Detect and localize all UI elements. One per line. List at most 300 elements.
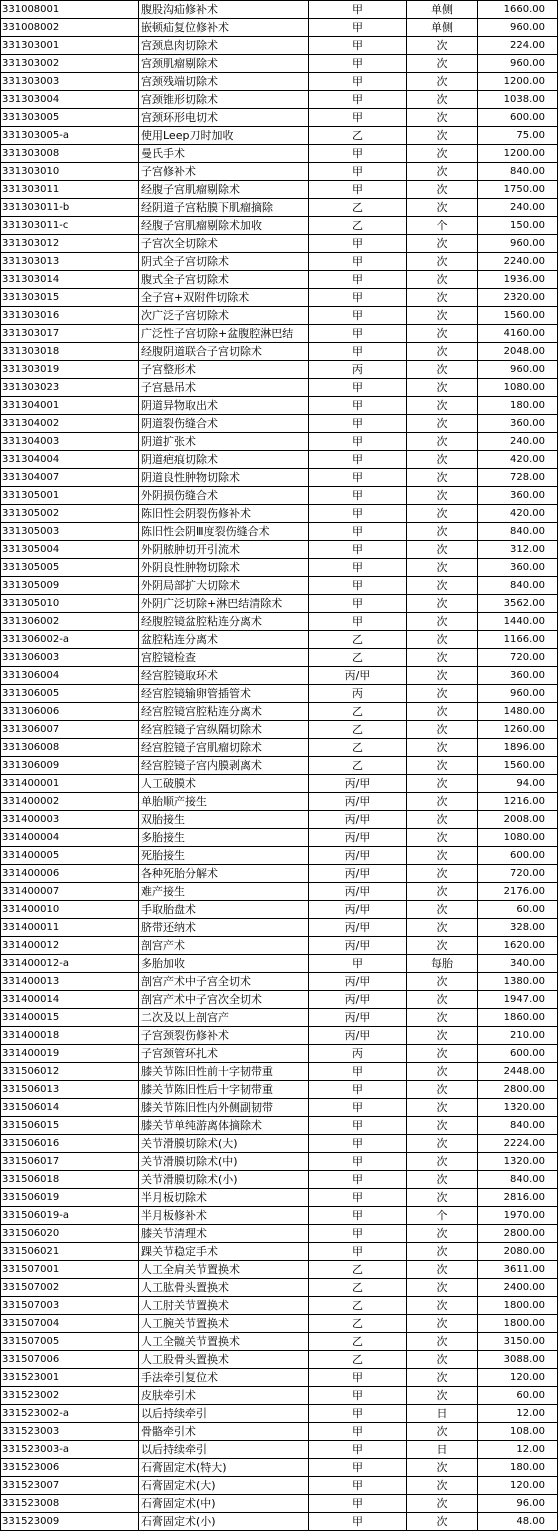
unit-cell: 次 <box>407 1297 478 1315</box>
category-cell: 乙 <box>309 1351 407 1369</box>
price-cell: 2048.00 <box>478 343 558 361</box>
price-cell: 2400.00 <box>478 1279 558 1297</box>
item-name-cell: 人工全肩关节置换术 <box>139 1261 309 1279</box>
item-code-cell: 331303004 <box>1 91 139 109</box>
unit-cell: 次 <box>407 1513 478 1531</box>
category-cell: 甲 <box>309 253 407 271</box>
price-cell: 1970.00 <box>478 1207 558 1225</box>
price-cell: 120.00 <box>478 1369 558 1387</box>
table-row <box>1 1063 558 1081</box>
item-code-cell: 331305010 <box>1 595 139 613</box>
item-code-cell: 331506016 <box>1 1135 139 1153</box>
item-code-cell: 331303010 <box>1 163 139 181</box>
category-cell: 丙/甲 <box>309 901 407 919</box>
table-row <box>1 793 558 811</box>
item-code-cell: 331523006 <box>1 1459 139 1477</box>
item-name-cell: 宫颈肌瘤剔除术 <box>139 55 309 73</box>
category-cell: 乙 <box>309 127 407 145</box>
item-name-cell: 使用Leep刀时加收 <box>139 127 309 145</box>
table-row <box>1 955 558 973</box>
table-row <box>1 1369 558 1387</box>
item-name-cell: 各种死胎分解术 <box>139 865 309 883</box>
item-name-cell: 膝关节陈旧性后十字韧带重 <box>139 1081 309 1099</box>
price-cell: 1200.00 <box>478 145 558 163</box>
category-cell: 甲 <box>309 1063 407 1081</box>
category-cell: 乙 <box>309 721 407 739</box>
table-row <box>1 469 558 487</box>
item-code-cell: 331303001 <box>1 37 139 55</box>
category-cell: 丙/甲 <box>309 847 407 865</box>
table-row <box>1 217 558 235</box>
item-name-cell: 陈旧性会阴裂伤修补术 <box>139 505 309 523</box>
unit-cell: 次 <box>407 1459 478 1477</box>
item-code-cell: 331305009 <box>1 577 139 595</box>
item-code-cell: 331303003 <box>1 73 139 91</box>
price-cell: 12.00 <box>478 1405 558 1423</box>
category-cell: 丙/甲 <box>309 991 407 1009</box>
item-code-cell: 331306002 <box>1 613 139 631</box>
price-cell: 1860.00 <box>478 1009 558 1027</box>
category-cell: 丙 <box>309 361 407 379</box>
table-row <box>1 433 558 451</box>
price-cell: 224.00 <box>478 37 558 55</box>
price-cell: 1440.00 <box>478 613 558 631</box>
item-name-cell: 手法牵引复位术 <box>139 1369 309 1387</box>
unit-cell: 单侧 <box>407 1 478 19</box>
unit-cell: 次 <box>407 901 478 919</box>
table-row <box>1 487 558 505</box>
price-cell: 840.00 <box>478 1171 558 1189</box>
table-row <box>1 973 558 991</box>
price-cell: 96.00 <box>478 1495 558 1513</box>
category-cell: 甲 <box>309 1477 407 1495</box>
item-name-cell: 踝关节稳定手术 <box>139 1243 309 1261</box>
item-code-cell: 331506019 <box>1 1189 139 1207</box>
category-cell: 甲 <box>309 433 407 451</box>
price-cell: 600.00 <box>478 109 558 127</box>
unit-cell: 次 <box>407 1027 478 1045</box>
category-cell: 甲 <box>309 1207 407 1225</box>
item-code-cell: 331303013 <box>1 253 139 271</box>
item-name-cell: 死胎接生 <box>139 847 309 865</box>
unit-cell: 个 <box>407 217 478 235</box>
table-row <box>1 343 558 361</box>
unit-cell: 次 <box>407 343 478 361</box>
item-code-cell: 331523009 <box>1 1513 139 1531</box>
price-cell: 2080.00 <box>478 1243 558 1261</box>
item-name-cell: 外阴脓肿切开引流术 <box>139 541 309 559</box>
unit-cell: 次 <box>407 829 478 847</box>
table-row <box>1 1423 558 1441</box>
item-code-cell: 331400012-a <box>1 955 139 973</box>
item-name-cell: 剖宫产术 <box>139 937 309 955</box>
unit-cell: 次 <box>407 757 478 775</box>
category-cell: 甲 <box>309 271 407 289</box>
price-cell: 2800.00 <box>478 1081 558 1099</box>
price-cell: 180.00 <box>478 397 558 415</box>
price-cell: 210.00 <box>478 1027 558 1045</box>
item-name-cell: 膝关节清理术 <box>139 1225 309 1243</box>
item-code-cell: 331400018 <box>1 1027 139 1045</box>
item-name-cell: 人工股骨头置换术 <box>139 1351 309 1369</box>
price-cell: 960.00 <box>478 235 558 253</box>
item-name-cell: 石膏固定术(特大) <box>139 1459 309 1477</box>
category-cell: 甲 <box>309 1099 407 1117</box>
item-code-cell: 331400001 <box>1 775 139 793</box>
item-code-cell: 331506021 <box>1 1243 139 1261</box>
category-cell: 乙 <box>309 199 407 217</box>
item-code-cell: 331506015 <box>1 1117 139 1135</box>
table-row <box>1 901 558 919</box>
unit-cell: 次 <box>407 595 478 613</box>
item-name-cell: 广泛性子宫切除+盆腹腔淋巴结 <box>139 325 309 343</box>
table-row <box>1 721 558 739</box>
price-cell: 2816.00 <box>478 1189 558 1207</box>
item-code-cell: 331304004 <box>1 451 139 469</box>
item-name-cell: 腹式全子宫切除术 <box>139 271 309 289</box>
price-cell: 1560.00 <box>478 757 558 775</box>
item-code-cell: 331523001 <box>1 1369 139 1387</box>
item-code-cell: 331507001 <box>1 1261 139 1279</box>
item-code-cell: 331400013 <box>1 973 139 991</box>
item-name-cell: 关节滑膜切除术(中) <box>139 1153 309 1171</box>
table-row <box>1 559 558 577</box>
price-cell: 720.00 <box>478 865 558 883</box>
unit-cell: 次 <box>407 1189 478 1207</box>
unit-cell: 次 <box>407 469 478 487</box>
unit-cell: 次 <box>407 1243 478 1261</box>
category-cell: 甲 <box>309 91 407 109</box>
unit-cell: 次 <box>407 397 478 415</box>
item-code-cell: 331400002 <box>1 793 139 811</box>
item-name-cell: 全子宫+双附件切除术 <box>139 289 309 307</box>
item-code-cell: 331306004 <box>1 667 139 685</box>
unit-cell: 次 <box>407 1495 478 1513</box>
item-code-cell: 331304002 <box>1 415 139 433</box>
unit-cell: 次 <box>407 937 478 955</box>
table-row <box>1 127 558 145</box>
table-row <box>1 937 558 955</box>
item-name-cell: 经宫腔镜子宫纵隔切除术 <box>139 721 309 739</box>
table-row <box>1 1297 558 1315</box>
table-row <box>1 1135 558 1153</box>
table-row <box>1 811 558 829</box>
item-name-cell: 宫颈环形电切术 <box>139 109 309 127</box>
category-cell: 甲 <box>309 1423 407 1441</box>
price-cell: 60.00 <box>478 1387 558 1405</box>
category-cell: 乙 <box>309 1297 407 1315</box>
item-code-cell: 331303011-c <box>1 217 139 235</box>
category-cell: 甲 <box>309 1369 407 1387</box>
category-cell: 丙/甲 <box>309 973 407 991</box>
category-cell: 甲 <box>309 1171 407 1189</box>
item-code-cell: 331008002 <box>1 19 139 37</box>
unit-cell: 次 <box>407 37 478 55</box>
item-name-cell: 膝关节单纯游离体摘除术 <box>139 1117 309 1135</box>
item-name-cell: 剖宫产术中子宫次全切术 <box>139 991 309 1009</box>
item-code-cell: 331303011 <box>1 181 139 199</box>
category-cell: 乙 <box>309 1315 407 1333</box>
unit-cell: 次 <box>407 559 478 577</box>
item-code-cell: 331305003 <box>1 523 139 541</box>
category-cell: 甲 <box>309 145 407 163</box>
price-cell: 1800.00 <box>478 1297 558 1315</box>
price-cell: 2320.00 <box>478 289 558 307</box>
price-cell: 48.00 <box>478 1513 558 1531</box>
unit-cell: 次 <box>407 1369 478 1387</box>
unit-cell: 单侧 <box>407 19 478 37</box>
category-cell: 甲 <box>309 379 407 397</box>
item-name-cell: 多胎加收 <box>139 955 309 973</box>
category-cell: 甲 <box>309 415 407 433</box>
item-name-cell: 半月板切除术 <box>139 1189 309 1207</box>
unit-cell: 次 <box>407 109 478 127</box>
item-name-cell: 阴道扩张术 <box>139 433 309 451</box>
item-code-cell: 331306006 <box>1 703 139 721</box>
table-row <box>1 1117 558 1135</box>
category-cell: 甲 <box>309 163 407 181</box>
item-name-cell: 经宫腔镜输卵管插管术 <box>139 685 309 703</box>
unit-cell: 次 <box>407 361 478 379</box>
item-code-cell: 331507003 <box>1 1297 139 1315</box>
item-code-cell: 331400019 <box>1 1045 139 1063</box>
item-code-cell: 331400004 <box>1 829 139 847</box>
item-code-cell: 331400010 <box>1 901 139 919</box>
unit-cell: 次 <box>407 289 478 307</box>
price-cell: 312.00 <box>478 541 558 559</box>
item-name-cell: 曼氏手术 <box>139 145 309 163</box>
item-name-cell: 剖宫产术中子宫全切术 <box>139 973 309 991</box>
unit-cell: 次 <box>407 577 478 595</box>
item-code-cell: 331303012 <box>1 235 139 253</box>
unit-cell: 次 <box>407 181 478 199</box>
table-row <box>1 1099 558 1117</box>
item-name-cell: 半月板修补术 <box>139 1207 309 1225</box>
unit-cell: 次 <box>407 145 478 163</box>
category-cell: 乙 <box>309 1279 407 1297</box>
item-code-cell: 331305001 <box>1 487 139 505</box>
category-cell: 甲 <box>309 1225 407 1243</box>
unit-cell: 次 <box>407 379 478 397</box>
item-name-cell: 多胎接生 <box>139 829 309 847</box>
price-cell: 1480.00 <box>478 703 558 721</box>
category-cell: 丙/甲 <box>309 883 407 901</box>
category-cell: 丙/甲 <box>309 811 407 829</box>
item-code-cell: 331400007 <box>1 883 139 901</box>
price-cell: 340.00 <box>478 955 558 973</box>
item-name-cell: 单胎顺产接生 <box>139 793 309 811</box>
item-name-cell: 经阴道子宫粘膜下肌瘤摘除 <box>139 199 309 217</box>
item-code-cell: 331507002 <box>1 1279 139 1297</box>
item-name-cell: 子宫次全切除术 <box>139 235 309 253</box>
item-name-cell: 外阴损伤缝合术 <box>139 487 309 505</box>
item-name-cell: 子宫颈管环扎术 <box>139 1045 309 1063</box>
price-cell: 1166.00 <box>478 631 558 649</box>
unit-cell: 次 <box>407 811 478 829</box>
item-code-cell: 331305002 <box>1 505 139 523</box>
table-row <box>1 451 558 469</box>
price-cell: 728.00 <box>478 469 558 487</box>
item-name-cell: 人工腕关节置换术 <box>139 1315 309 1333</box>
item-code-cell: 331523002 <box>1 1387 139 1405</box>
item-name-cell: 膝关节陈旧性内外侧副韧带 <box>139 1099 309 1117</box>
unit-cell: 次 <box>407 1153 478 1171</box>
unit-cell: 次 <box>407 883 478 901</box>
table-row <box>1 1 558 19</box>
price-cell: 2240.00 <box>478 253 558 271</box>
price-cell: 75.00 <box>478 127 558 145</box>
item-name-cell: 子宫悬吊术 <box>139 379 309 397</box>
category-cell: 甲 <box>309 55 407 73</box>
table-row <box>1 685 558 703</box>
price-cell: 360.00 <box>478 487 558 505</box>
unit-cell: 次 <box>407 847 478 865</box>
unit-cell: 次 <box>407 1081 478 1099</box>
unit-cell: 次 <box>407 1225 478 1243</box>
item-code-cell: 331400014 <box>1 991 139 1009</box>
category-cell: 甲 <box>309 343 407 361</box>
unit-cell: 次 <box>407 307 478 325</box>
category-cell: 甲 <box>309 577 407 595</box>
item-code-cell: 331303002 <box>1 55 139 73</box>
table-row <box>1 1495 558 1513</box>
table-row <box>1 523 558 541</box>
item-code-cell: 331400006 <box>1 865 139 883</box>
price-cell: 840.00 <box>478 163 558 181</box>
price-cell: 108.00 <box>478 1423 558 1441</box>
price-cell: 150.00 <box>478 217 558 235</box>
unit-cell: 次 <box>407 1477 478 1495</box>
unit-cell: 次 <box>407 163 478 181</box>
item-name-cell: 脐带还纳术 <box>139 919 309 937</box>
table-row <box>1 919 558 937</box>
price-cell: 1896.00 <box>478 739 558 757</box>
unit-cell: 次 <box>407 505 478 523</box>
unit-cell: 次 <box>407 739 478 757</box>
category-cell: 丙/甲 <box>309 775 407 793</box>
category-cell: 甲 <box>309 1081 407 1099</box>
category-cell: 甲 <box>309 451 407 469</box>
unit-cell: 次 <box>407 1423 478 1441</box>
unit-cell: 次 <box>407 631 478 649</box>
category-cell: 甲 <box>309 37 407 55</box>
category-cell: 甲 <box>309 397 407 415</box>
price-cell: 2800.00 <box>478 1225 558 1243</box>
category-cell: 甲 <box>309 1459 407 1477</box>
category-cell: 乙 <box>309 757 407 775</box>
category-cell: 甲 <box>309 181 407 199</box>
item-name-cell: 阴道疤痕切除术 <box>139 451 309 469</box>
price-cell: 840.00 <box>478 1117 558 1135</box>
table-row <box>1 505 558 523</box>
unit-cell: 次 <box>407 127 478 145</box>
category-cell: 丙/甲 <box>309 1027 407 1045</box>
item-code-cell: 331304003 <box>1 433 139 451</box>
unit-cell: 次 <box>407 1117 478 1135</box>
item-name-cell: 宫腔镜检查 <box>139 649 309 667</box>
table-row <box>1 1459 558 1477</box>
price-cell: 720.00 <box>478 649 558 667</box>
category-cell: 丙/甲 <box>309 919 407 937</box>
item-code-cell: 331303014 <box>1 271 139 289</box>
item-name-cell: 石膏固定术(小) <box>139 1513 309 1531</box>
unit-cell: 次 <box>407 91 478 109</box>
category-cell: 甲 <box>309 595 407 613</box>
item-code-cell: 331303018 <box>1 343 139 361</box>
table-row <box>1 757 558 775</box>
table-row <box>1 1333 558 1351</box>
price-cell: 840.00 <box>478 577 558 595</box>
table-row <box>1 577 558 595</box>
unit-cell: 次 <box>407 1351 478 1369</box>
unit-cell: 次 <box>407 1279 478 1297</box>
category-cell: 甲 <box>309 1441 407 1459</box>
item-code-cell: 331400005 <box>1 847 139 865</box>
item-code-cell: 331305004 <box>1 541 139 559</box>
category-cell: 甲 <box>309 1117 407 1135</box>
table-row <box>1 415 558 433</box>
unit-cell: 每胎 <box>407 955 478 973</box>
table-row <box>1 1513 558 1531</box>
item-code-cell: 331506012 <box>1 1063 139 1081</box>
unit-cell: 次 <box>407 919 478 937</box>
item-name-cell: 经宫腔镜宫腔粘连分离术 <box>139 703 309 721</box>
price-cell: 420.00 <box>478 505 558 523</box>
item-code-cell: 331306009 <box>1 757 139 775</box>
price-cell: 328.00 <box>478 919 558 937</box>
unit-cell: 日 <box>407 1441 478 1459</box>
unit-cell: 次 <box>407 433 478 451</box>
category-cell: 甲 <box>309 505 407 523</box>
item-name-cell: 阴道良性肿物切除术 <box>139 469 309 487</box>
table-row <box>1 829 558 847</box>
item-name-cell: 陈旧性会阴Ⅲ度裂伤缝合术 <box>139 523 309 541</box>
item-code-cell: 331303005 <box>1 109 139 127</box>
unit-cell: 次 <box>407 793 478 811</box>
item-name-cell: 宫颈锥形切除术 <box>139 91 309 109</box>
item-name-cell: 膝关节陈旧性前十字韧带重 <box>139 1063 309 1081</box>
unit-cell: 次 <box>407 199 478 217</box>
price-cell: 120.00 <box>478 1477 558 1495</box>
table-row <box>1 145 558 163</box>
item-code-cell: 331400012 <box>1 937 139 955</box>
category-cell: 甲 <box>309 1387 407 1405</box>
table-row <box>1 163 558 181</box>
item-name-cell: 盆腔粘连分离术 <box>139 631 309 649</box>
unit-cell: 次 <box>407 235 478 253</box>
category-cell: 甲 <box>309 307 407 325</box>
item-name-cell: 难产接生 <box>139 883 309 901</box>
item-code-cell: 331303017 <box>1 325 139 343</box>
item-code-cell: 331523002-a <box>1 1405 139 1423</box>
category-cell: 甲 <box>309 1 407 19</box>
table-row <box>1 1081 558 1099</box>
price-cell: 1080.00 <box>478 829 558 847</box>
table-row <box>1 1243 558 1261</box>
table-row <box>1 109 558 127</box>
price-cell: 1800.00 <box>478 1315 558 1333</box>
unit-cell: 次 <box>407 1333 478 1351</box>
item-code-cell: 331306008 <box>1 739 139 757</box>
unit-cell: 次 <box>407 73 478 91</box>
price-cell: 600.00 <box>478 847 558 865</box>
unit-cell: 次 <box>407 721 478 739</box>
item-name-cell: 双胎接生 <box>139 811 309 829</box>
table-row <box>1 1153 558 1171</box>
price-cell: 240.00 <box>478 199 558 217</box>
price-cell: 4160.00 <box>478 325 558 343</box>
item-code-cell: 331507004 <box>1 1315 139 1333</box>
